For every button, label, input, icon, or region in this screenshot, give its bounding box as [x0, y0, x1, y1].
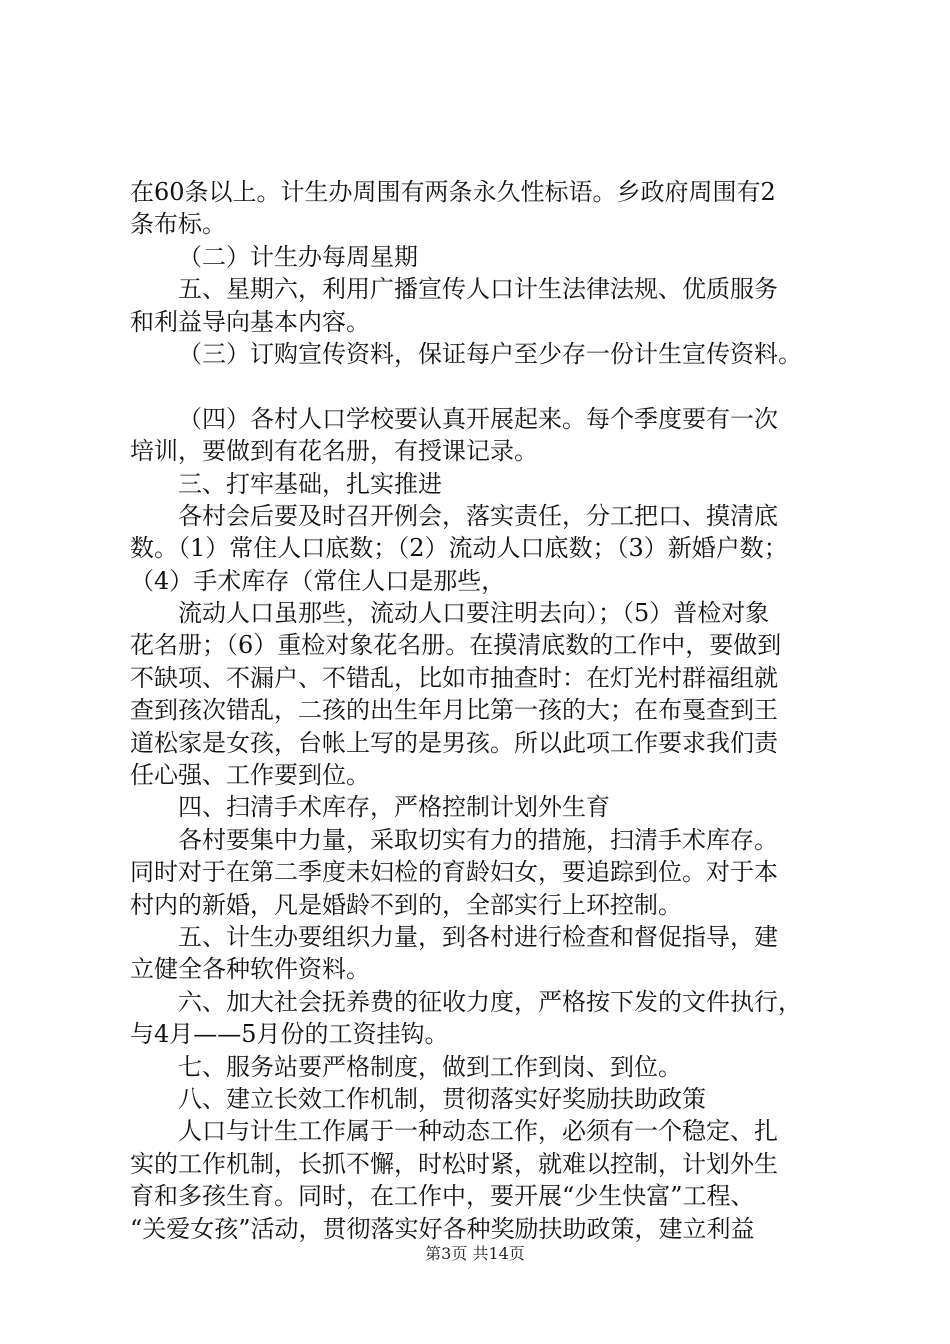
document-body: [130, 176, 842, 1245]
text-line: 立健全各种软件资料。: [130, 955, 370, 984]
text-line: 实的工作机制，长抓不懈，时松时紧，就难以控制，计划外生: [130, 1149, 778, 1178]
text-line: 五、计生办要组织力量，到各村进行检查和督促指导，建: [178, 922, 778, 951]
text-line: 与4月——5月份的工资挂钩。: [130, 1020, 449, 1049]
page-footer: 第3页 共14页: [425, 1244, 525, 1263]
blank-line: [130, 370, 842, 402]
text-line: 和利益导向基本内容。: [130, 307, 370, 336]
text-line: 条布标。: [130, 210, 226, 239]
text-line: （三）订购宣传资料，保证每户至少存一份计生宣传资料。: [178, 339, 802, 368]
text-line: 各村要集中力量，采取切实有力的措施，扫清手术库存。: [178, 825, 778, 854]
text-line: 花名册；（6）重检对象花名册。在摸清底数的工作中，要做到: [130, 631, 782, 660]
text-line: 数。（1）常住人口底数；（2）流动人口底数；（3）新婚户数；: [130, 534, 788, 563]
text-line: 四、扫清手术库存，严格控制计划外生育: [178, 793, 610, 822]
text-line: （4）手术库存（常住人口是那些，: [130, 566, 506, 595]
text-line: （四）各村人口学校要认真开展起来。每个季度要有一次: [178, 404, 778, 433]
text-line: 不缺项、不漏户、不错乱，比如市抽查时：在灯光村群福组就: [130, 663, 778, 692]
text-line: 五、星期六，利用广播宣传人口计生法律法规、优质服务: [178, 275, 778, 304]
text-line: 人口与计生工作属于一种动态工作，必须有一个稳定、扎: [178, 1117, 778, 1146]
text-line: 各村会后要及时召开例会，落实责任，分工把口、摸清底: [178, 501, 778, 530]
text-line: 三、打牢基础，扎实推进: [178, 469, 442, 498]
text-line: （二）计生办每周星期: [178, 242, 418, 271]
text-line: 六、加大社会抚养费的征收力度，严格按下发的文件执行，: [178, 987, 802, 1016]
text-line: 查到孩次错乱，二孩的出生年月比第一孩的大；在布戛查到王: [130, 696, 778, 725]
text-line: 八、建立长效工作机制，贯彻落实好奖励扶助政策: [178, 1084, 706, 1113]
text-line: 七、服务站要严格制度，做到工作到岗、到位。: [178, 1052, 682, 1081]
text-line: 流动人口虽那些，流动人口要注明去向）；（5）普检对象: [178, 599, 770, 628]
text-line: 同时对于在第二季度未妇检的育龄妇女，要追踪到位。对于本: [130, 858, 778, 887]
text-line: 在60条以上。计生办周围有两条永久性标语。乡政府周围有2: [130, 178, 776, 206]
text-line: 培训，要做到有花名册，有授课记录。: [130, 437, 538, 466]
text-line: 育和多孩生育。同时，在工作中，要开展“少生快富”工程、: [130, 1182, 755, 1211]
text-line: 村内的新婚，凡是婚龄不到的，全部实行上环控制。: [130, 890, 682, 919]
text-line: “关爱女孩”活动，贯彻落实好各种奖励扶助政策，建立利益: [130, 1214, 755, 1243]
text-line: 道松家是女孩，台帐上写的是男孩。所以此项工作要求我们责: [130, 728, 778, 757]
text-line: 任心强、工作要到位。: [130, 761, 370, 790]
